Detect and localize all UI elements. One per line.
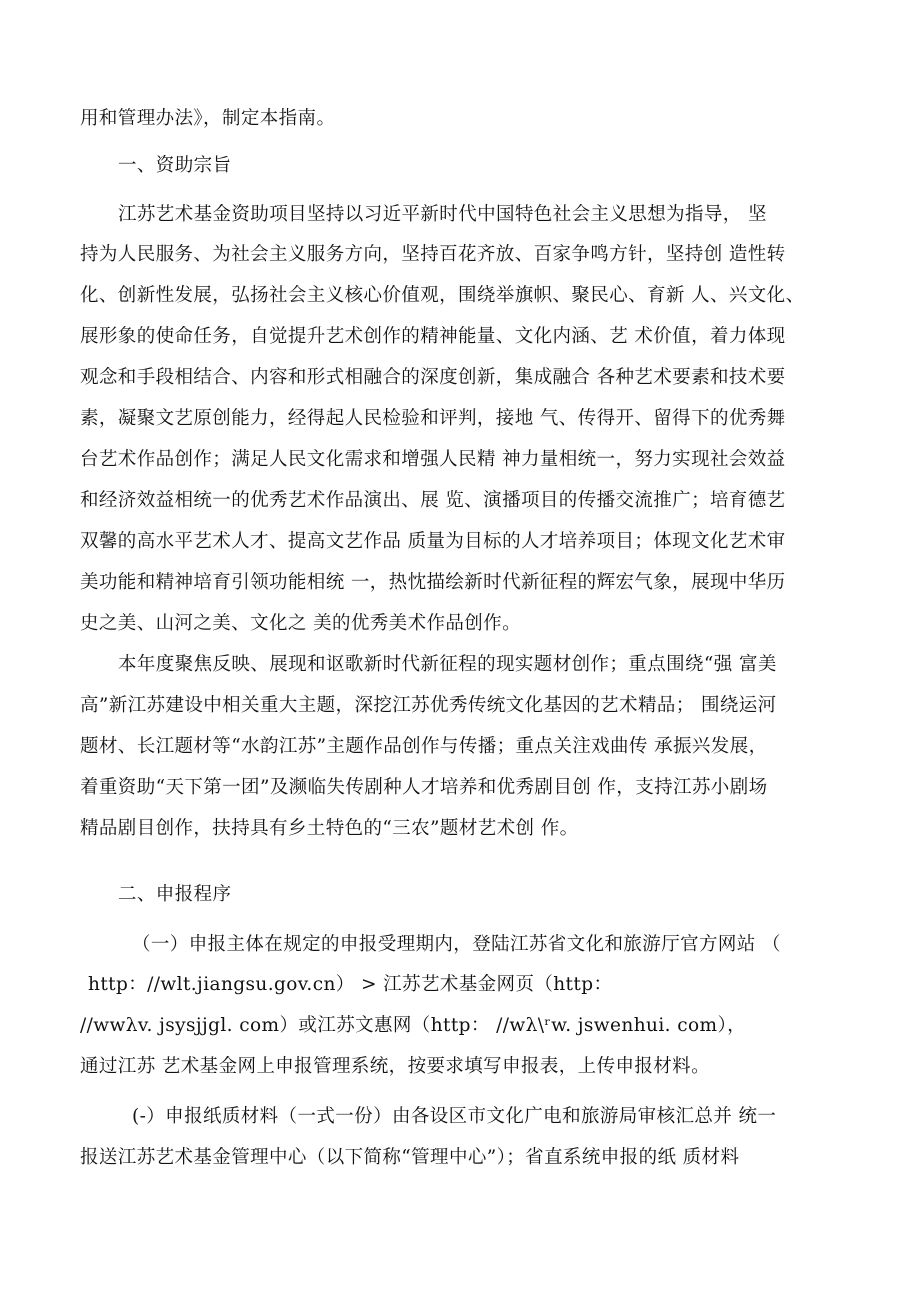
section-1-para-1-line: 江苏艺术基金资助项目坚持以习近平新时代中国特色社会主义思想为指导， 坚 (118, 204, 767, 225)
section-2-para-2-line: (-）申报纸质材料（一式一份）由各设区市文化广电和旅游局审核汇总并 统一 (132, 1106, 777, 1127)
section-1-para-1-line: 双馨的高水平艺术人才、提高文艺作品 质量为目标的人才培养项目；体现文化艺术审 (80, 531, 786, 552)
section-1-para-2-line: 精品剧目创作，扶持具有乡土特色的“三农”题材艺术创 作。 (80, 818, 579, 839)
section-1-para-1-line: 持为人民服务、为社会主义服务方向，坚持百花齐放、百家争鸣方针，坚持创 造性转 (80, 244, 786, 265)
section-1-para-1-line: 美功能和精神培育引领功能相统 一，热忱描绘新时代新征程的辉宏气象，展现中华历 (80, 572, 786, 593)
section-2-para-1-line: //wwλv. jsysjjgl. com）或江苏文惠网（http： //wλ\ʳw. jswenhui. com）， (80, 1015, 747, 1036)
section-1-para-1-line: 素，凝聚文艺原创能力，经得起人民检验和评判，接地 气、传得开、留得下的优秀舞 (80, 408, 786, 429)
section-1-para-1-line: 台艺术作品创作；满足人民文化需求和增强人民精 神力量相统一，努力实现社会效益 (80, 449, 786, 470)
section-2-para-1-line: http：//wlt.jiangsu.gov.cn） > 江苏艺术基金网页（http： (88, 974, 613, 995)
section-2-para-1-line: 通过江苏 艺术基金网上申报管理系统，按要求填写申报表，上传申报材料。 (80, 1056, 710, 1077)
section-2-para-1-line: （一）申报主体在规定的申报受理期内，登陆江苏省文化和旅游厅官方网站 （ (132, 934, 781, 955)
section-2-heading: 二、申报程序 (118, 884, 232, 905)
section-1-para-1-line: 和经济效益相统一的优秀艺术作品演出、展 览、演播项目的传播交流推广；培育德艺 (80, 490, 786, 511)
section-1-para-1-line: 观念和手段相结合、内容和形式相融合的深度创新，集成融合 各种艺术要素和技术要 (80, 367, 786, 388)
section-1-para-1-line: 化、创新性发展，弘扬社会主义核心价值观，围绕举旗帜、聚民心、育新 人、兴文化、 (80, 285, 805, 306)
section-1-para-2-line: 题材、长江题材等“水韵江苏”主题作品创作与传播；重点关注戏曲传 承振兴发展， (80, 736, 768, 757)
section-1-para-1-line: 史之美、山河之美、文化之 美的优秀美术作品创作。 (80, 613, 521, 634)
section-2-para-2-line: 报送江苏艺术基金管理中心（以下简称“管理中心”）；省直系统申报的纸 质材料 (80, 1147, 740, 1168)
section-1-para-1-line: 展形象的使命任务，自觉提升艺术创作的精神能量、文化内涵、艺 术价值，着力体现 (80, 326, 786, 347)
intro-tail-line: 用和管理办法》，制定本指南。 (80, 108, 336, 129)
section-1-para-2-line: 高”新江苏建设中相关重大主题，深挖江苏优秀传统文化基因的艺术精品； 围绕运河 (80, 695, 777, 716)
section-1-para-2-line: 本年度聚焦反映、展现和讴歌新时代新征程的现实题材创作；重点围绕“强 富美 (118, 654, 777, 675)
page-bottom-margin (0, 1230, 920, 1301)
section-1-para-2-line: 着重资助“天下第一团”及濒临失传剧种人才培养和优秀剧目创 作，支持江苏小剧场 (80, 777, 768, 798)
section-1-heading: 一、资助宗旨 (118, 155, 232, 176)
